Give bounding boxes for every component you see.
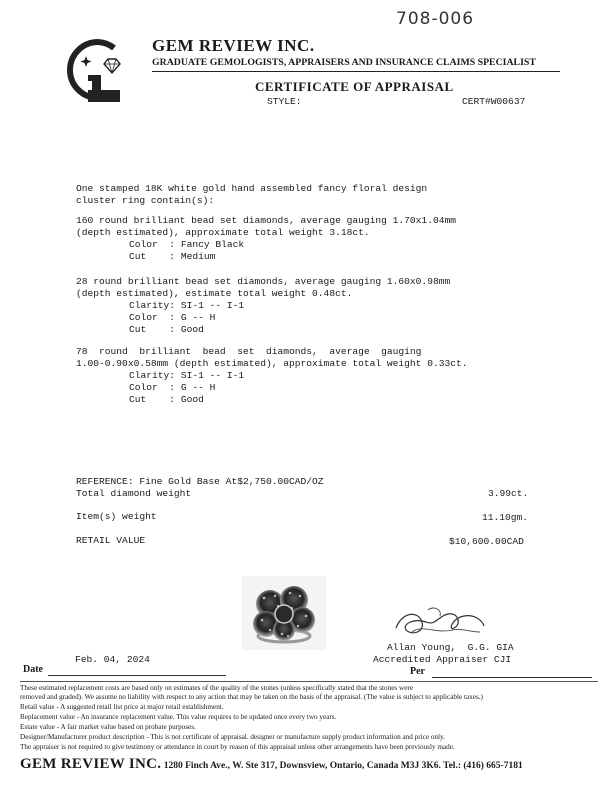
group3-clarity: Clarity: SI-1 -- I-1: [129, 370, 245, 381]
total-diamond-weight-value: 3.99ct.: [488, 488, 529, 499]
date-line: [48, 675, 226, 676]
disclaimer-line-3: Retail value - A suggested retail list price at major retail establishment.: [20, 703, 224, 711]
company-subtitle: GRADUATE GEMOLOGISTS, APPRAISERS AND INSURANCE CLAIMS SPECIALIST: [152, 57, 536, 68]
item-weight-value: 11.10gm.: [482, 512, 529, 523]
description-intro-1: One stamped 18K white gold hand assembled fancy floral design: [76, 183, 428, 194]
group3-cut: Cut : Good: [129, 394, 204, 405]
appraisal-date: Feb. 04, 2024: [75, 654, 150, 665]
style-label: STYLE:: [267, 96, 302, 107]
footer: [20, 756, 523, 773]
appraiser-signature: [392, 602, 488, 642]
company-name: GEM REVIEW INC.: [152, 36, 315, 55]
group2-cut: Cut : Good: [129, 324, 204, 335]
group3-line2: 1.00-0.90x0.58mm (depth estimated), approximate total weight 0.33ct.: [76, 358, 468, 369]
signature-line: [432, 677, 592, 678]
group3-color: Color : G -- H: [129, 382, 216, 393]
company-logo: [58, 34, 126, 106]
disclaimer-rule: [20, 681, 598, 682]
disclaimer-line-2: removed and graded). We assume no liability with respect to any action that may be taken on the basis of the appraisal. (The value is subject to applicable taxes.): [20, 693, 483, 701]
per-label: Per: [410, 666, 425, 677]
retail-value-label: RETAIL VALUE: [76, 535, 146, 546]
group2-color: Color : G -- H: [129, 312, 216, 323]
group2-line1: 28 round brilliant bead set diamonds, average gauging 1.60x0.98mm: [76, 276, 451, 287]
ring-photo: [242, 576, 326, 650]
footer-address: 1280 Finch Ave., W. Ste 317, Downsview, Ontario, Canada M3J 3K6.: [163, 761, 441, 771]
retail-value-amount: $10,600.00CAD: [449, 536, 524, 547]
disclaimer-line-7: The appraiser is not required to give testimony or attendance in court by reason of this appraisal unless other arrangements have been previously made.: [20, 743, 455, 751]
group2-clarity: Clarity: SI-1 -- I-1: [129, 300, 245, 311]
certificate-number: CERT#W00637: [462, 96, 526, 107]
disclaimer-line-5: Estate value - A fair market value based on probate purposes.: [20, 723, 196, 731]
footer-company-name: GEM REVIEW INC.: [20, 756, 162, 772]
disclaimer-line-6: Designer/Manufacturer product description - This is not certificate of appraisal. designer or manufacture supply product information and price only.: [20, 733, 445, 741]
description-intro-2: cluster ring contain(s):: [76, 195, 215, 206]
header-rule: [152, 71, 560, 72]
handwritten-reference-number: 708-006: [396, 9, 475, 29]
disclaimer-line-1: These estimated replacement costs are based only on estimates of the quality of the stones (unless specifically stated that the stones were: [20, 684, 413, 692]
group1-color: Color : Fancy Black: [129, 239, 245, 250]
appraiser-title: Accredited Appraiser CJI: [373, 654, 512, 665]
reference-gold-price: REFERENCE: Fine Gold Base At$2,750.00CAD/OZ: [76, 476, 324, 487]
item-weight-label: Item(s) weight: [76, 511, 157, 522]
footer-phone: Tel.: (416) 665-7181: [443, 761, 523, 771]
group2-line2: (depth estimated), estimate total weight 0.48ct.: [76, 288, 353, 299]
date-label: Date: [23, 664, 43, 675]
group1-cut: Cut : Medium: [129, 251, 216, 262]
document-title: CERTIFICATE OF APPRAISAL: [255, 79, 454, 94]
group1-line2: (depth estimated), approximate total weight 3.18ct.: [76, 227, 370, 238]
group3-line1: 78 round brilliant bead set diamonds, average gauging: [76, 346, 422, 357]
appraiser-name: Allan Young, G.G. GIA: [387, 642, 514, 653]
disclaimer-line-4: Replacement value - An insurance replacement value. This value requires to be updated once every two years.: [20, 713, 337, 721]
group1-line1: 160 round brilliant bead set diamonds, average gauging 1.70x1.04mm: [76, 215, 456, 226]
total-diamond-weight-label: Total diamond weight: [76, 488, 192, 499]
